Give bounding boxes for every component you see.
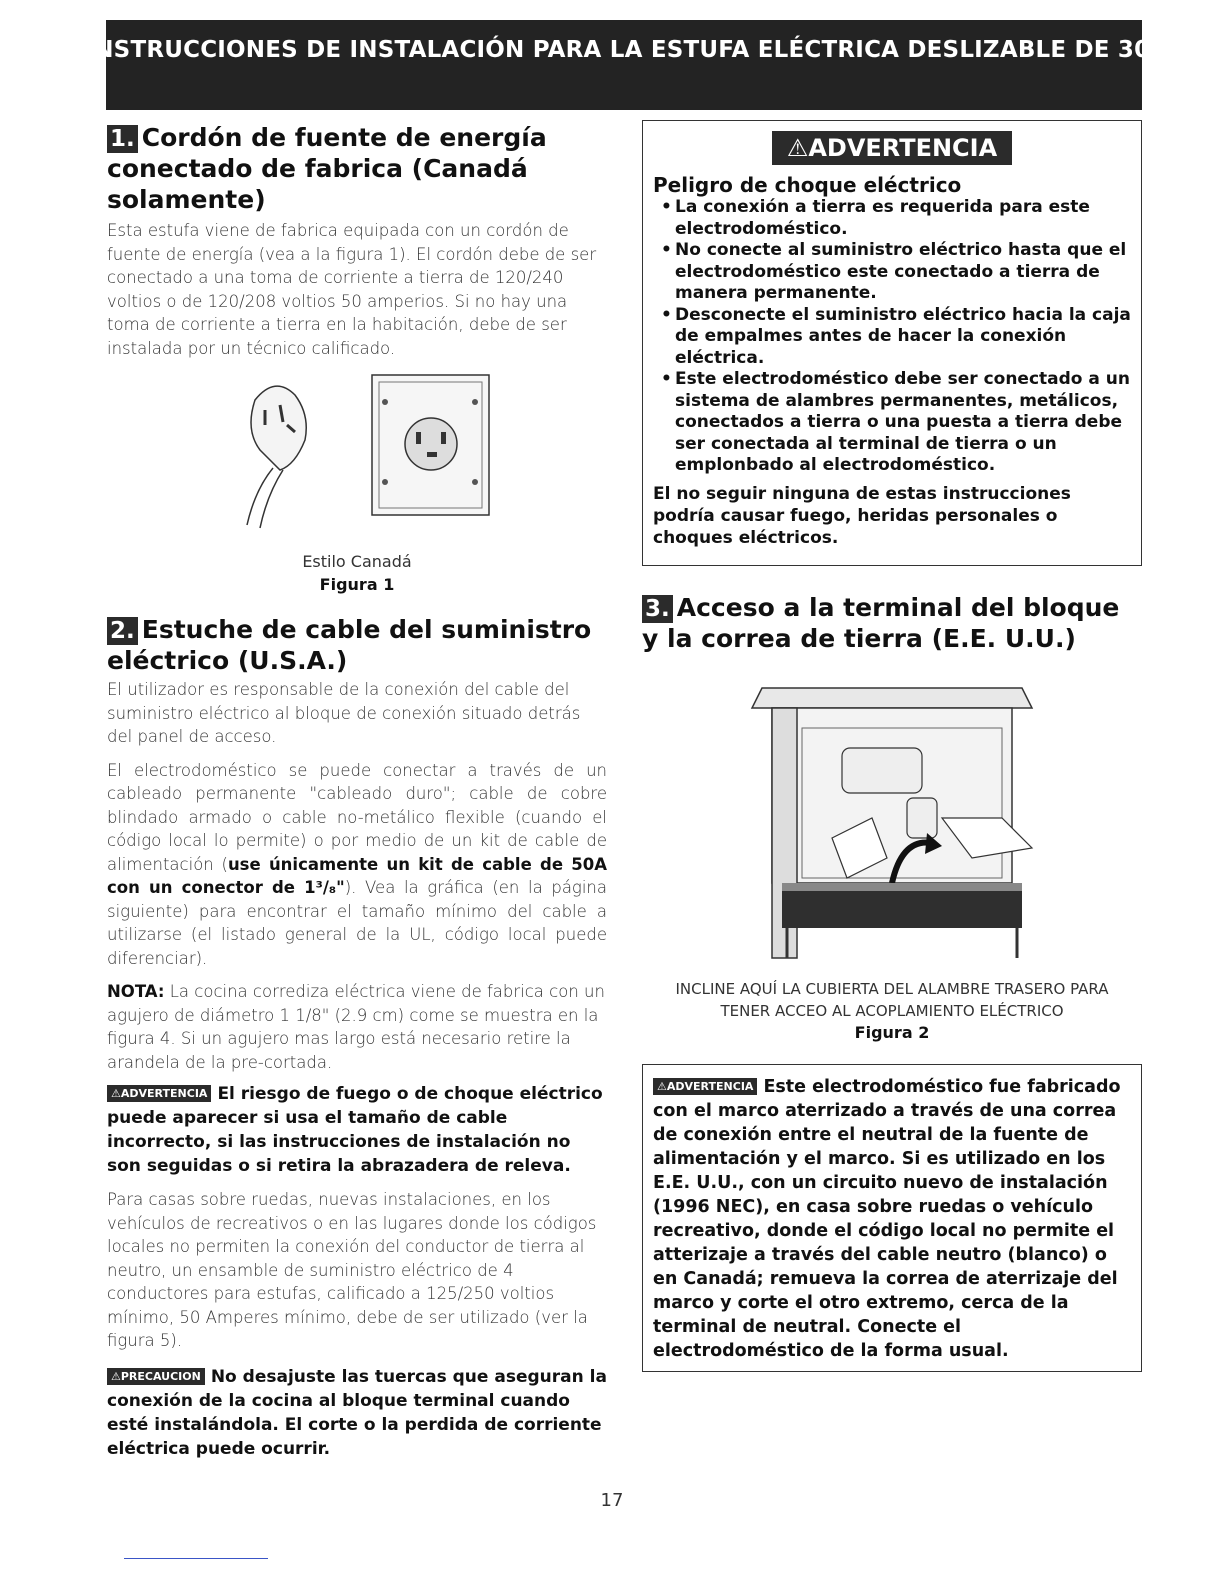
section2-warning: ⚠ADVERTENCIA El riesgo de fuego o de choque eléctrico puede aparecer si usa el tamaño de cable incorrecto, si las instrucciones de instalación no son seguidas o si retira la abrazadera de releva. <box>107 1084 603 1176</box>
warning-box-footer: El no seguir ninguna de estas instrucciones podría causar fuego, heridas personales o choques eléctricos. <box>653 483 1071 548</box>
plug-illustration <box>225 370 345 530</box>
section1-body: Esta estufa viene de fabrica equipada con un cordón de fuente de energía (vea a la figura 1). El cordón debe de ser conectado a una toma de corriente a tierra de 120/240 voltios o de 120/208 voltios 50 amperios. Si no hay una toma de corriente a tierra en la habitación, debe de ser instalada por un técnico calificado. <box>107 221 597 358</box>
warning-badge: ⚠ADVERTENCIA <box>653 1078 757 1095</box>
warning-box <box>642 120 1142 566</box>
page-number: 17 <box>600 1490 624 1511</box>
section2-para2: El electrodoméstico se puede conectar a través de un cableado permanente "cableado duro"; cable de cobre blindado armado o cable no-metálico flexible (cuando el código local lo permite) o por medio de un kit de cable de alimentación (use únicamente un kit de cable de 50A con un conector de 1³/₈"). Vea la gráfica (en la página siguiente) para encontrar el tamaño mínimo del cable a utilizarse (el listado general de la UL, código local puede diferenciar). <box>107 760 607 968</box>
section2-title: 2. Estuche de cable del suministro eléctrico (U.S.A.) <box>107 615 592 675</box>
footer-rule <box>124 1558 268 1559</box>
figure1-caption: Estilo Canadá Figura 1 <box>107 550 607 596</box>
warning-box-header: ⚠ADVERTENCIA <box>772 131 1012 165</box>
warning-bullet: • La conexión a tierra es requerida para este electrodoméstico. <box>675 197 1131 240</box>
figure1-label: Figura 1 <box>319 575 395 594</box>
warning-box-list <box>653 197 1131 477</box>
caution-badge: ⚠PRECAUCION <box>107 1368 205 1385</box>
section2-caution: ⚠PRECAUCION No desajuste las tuercas que aseguran la conexión de la cocina al bloque terminal cuando esté instalándola. El corte o la perdida de corriente eléctrica puede ocurrir. <box>107 1366 607 1459</box>
warning-bullet: • Este electrodoméstico debe ser conectado a un sistema de alambres permanentes, metálicos, conectados a tierra o una puesta a tierra debe ser conectada al terminal de tierra o un emplonbado al electrodoméstico. <box>675 369 1131 477</box>
warning-bullet: • No conecte al suministro eléctrico hasta que el electrodoméstico este conectado a tierra de manera permanente. <box>675 240 1131 305</box>
section1-title: 1. Cordón de fuente de energía conectado de fabrica (Canadá solamente) <box>107 123 547 214</box>
figure2-caption: INCLINE AQUÍ LA CUBIERTA DEL ALAMBRE TRASERO PARA TENER ACCEO AL ACOPLAMIENTO ELÉCTRICO Figura 2 <box>642 978 1142 1044</box>
left-column <box>107 120 607 1461</box>
section3-number: 3. <box>642 595 673 623</box>
section1-number: 1. <box>107 125 138 153</box>
warning-badge: ⚠ADVERTENCIA <box>107 1085 211 1102</box>
section3-warning-text: Este electrodoméstico fue fabricado con el marco aterrizado a través de una correa de conexión entre el neutral de la fuente de alimentación y el marco. Si es utilizado en los E.E. U.U., con un circuito nuevo de instalación (1996 NEC), en casa sobre ruedas o vehículo recreativo, donde el código local no permite el atterizaje a través del cable neutro (blanco) o en Canadá; remueva la correa de aterrizaje del marco y corte el otro extremo, cerca de la terminal de neutral. Conecte el electrodoméstico de la forma usual. <box>653 1077 1121 1361</box>
page-banner <box>85 20 1163 110</box>
right-column <box>642 120 1142 1372</box>
section3-title: 3. Acceso a la terminal del bloque y la correa de tierra (E.E. U.U.) <box>642 593 1120 653</box>
section2-number: 2. <box>107 617 138 645</box>
figure2-label: Figura 2 <box>854 1023 930 1042</box>
range-back-illustration <box>742 668 1042 968</box>
section3-warning-box <box>642 1064 1142 1372</box>
outlet-illustration <box>369 372 494 522</box>
nota-label: NOTA: <box>107 982 165 1001</box>
section2-para3: Para casas sobre ruedas, nuevas instalaciones, en los vehículos de recreativos o en las lugares donde los códigos locales no permiten la conexión del conductor de tierra al neutro, un ensamble de suministro eléctrico de 4 conductores para estufas, calificado a 125/250 voltios mínimo, 50 Amperes mínimo, debe de ser utilizado (ver la figura 5). <box>107 1190 597 1350</box>
figure1 <box>107 370 607 550</box>
section2-para1: El utilizador es responsable de la conexión del cable del suministro eléctrico al bloque de conexión situado detrás del panel de acceso. <box>107 680 581 746</box>
banner-title: INSTRUCCIONES DE INSTALACIÓN PARA LA ESTUFA ELÉCTRICA DESLIZABLE DE 30" <box>85 37 1163 63</box>
warning-bullet: • Desconecte el suministro eléctrico hacia la caja de empalmes antes de hacer la conexión eléctrica. <box>675 305 1131 370</box>
section2-nota: NOTA: La cocina corrediza eléctrica viene de fabrica con un agujero de diámetro 1 1/8" (2.9 cm) come se muestra en la figura 4. Si un agujero mas largo está necesario retire la arandela de la pre-cortada. <box>107 982 605 1072</box>
warning-box-title: Peligro de choque eléctrico <box>653 173 962 197</box>
